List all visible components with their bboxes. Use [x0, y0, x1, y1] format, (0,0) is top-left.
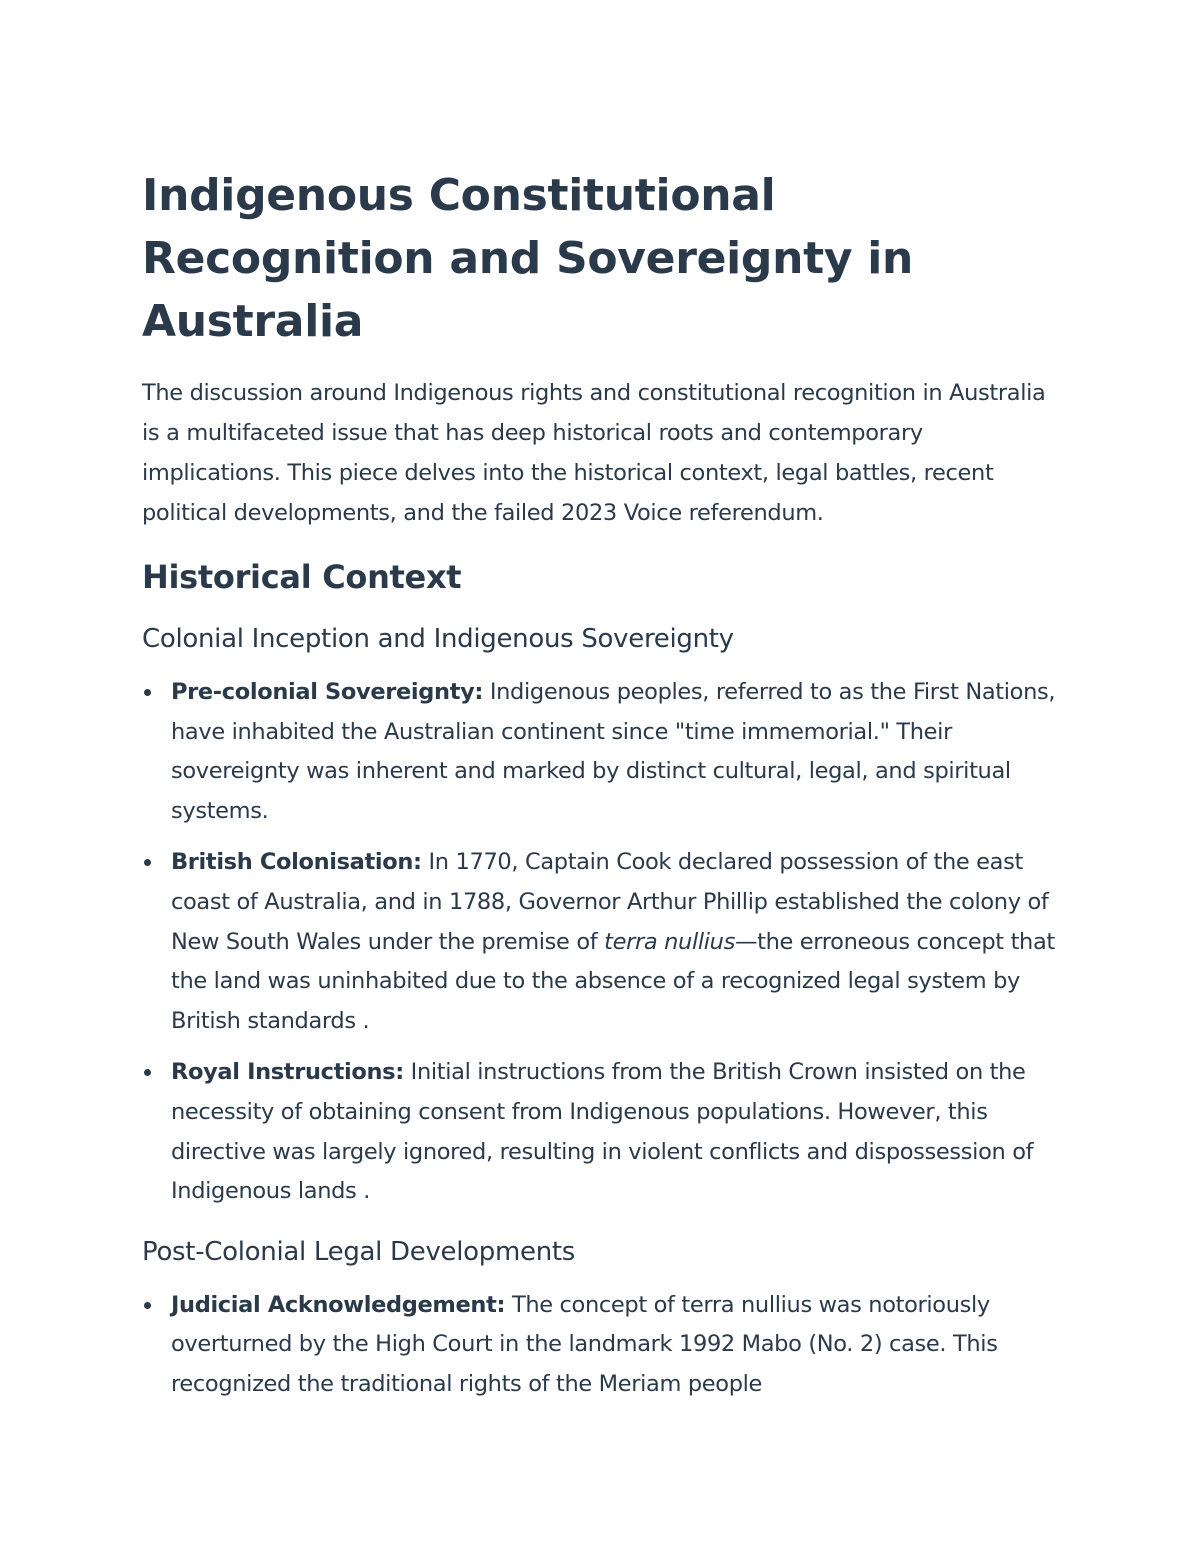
- document-page: [142, 164, 1062, 1417]
- section-heading-historical-context: Historical Context: [142, 558, 462, 596]
- bullet-icon: [144, 859, 151, 866]
- list-item-text-after: —the erroneous concept that the land was uninhabited due to the absence of a recognized legal system by British standards .: [171, 928, 1055, 1034]
- list-item-lead: Royal Instructions:: [171, 1059, 404, 1086]
- list-item-text: Initial instructions from the British Crown insisted on the necessity of obtaining consent from Indigenous populations. However, this directive was largely ignored, resulting in violent conflicts and dispossession of Indigenous lands .: [171, 1059, 1034, 1205]
- list-item-emphasis: terra nullius: [604, 928, 735, 955]
- list-item-lead: Pre-colonial Sovereignty:: [171, 679, 484, 705]
- list-item: [142, 1053, 1062, 1211]
- bullet-icon: [144, 689, 151, 696]
- subsection-heading-colonial-inception: Colonial Inception and Indigenous Sovereignty: [142, 624, 734, 654]
- bullet-icon: [144, 1069, 151, 1076]
- list-item-lead: British Colonisation:: [171, 849, 422, 876]
- list-item-lead: Judicial Acknowledgement:: [171, 1291, 506, 1318]
- list-item: [142, 1286, 1062, 1405]
- list-item-text: In 1770, Captain Cook declared possession of the east coast of Australia, and in 1788, Governor Arthur Phillip established the colony of New South Wales under the premise of: [171, 849, 1049, 955]
- bullet-icon: [144, 1302, 151, 1309]
- list-item: [142, 673, 1062, 831]
- list-item: [142, 843, 1062, 1041]
- list-item-text: The concept of terra nullius was notoriously overturned by the High Court in the landmark 1992 Mabo (No. 2) case. This recognized the traditional rights of the Meriam people: [171, 1291, 998, 1397]
- intro-paragraph: The discussion around Indigenous rights and constitutional recognition in Australia is a multifaceted issue that has deep historical roots and contemporary implications. This piece delves into the historical context, legal battles, recent political developments, and the failed 2023 Voice referendum.: [142, 380, 1046, 526]
- list-item-text: Indigenous peoples, referred to as the First Nations, have inhabited the Australian continent since "time immemorial." Their sovereignty was inherent and marked by distinct cultural, legal, and spiritual systems.: [171, 679, 1056, 824]
- subsection-heading-post-colonial: Post-Colonial Legal Developments: [142, 1236, 576, 1267]
- colonial-inception-list: [142, 673, 1062, 1212]
- post-colonial-list: [142, 1286, 1062, 1405]
- document-title: Indigenous Constitutional Recognition and Sovereignty in Australia: [142, 170, 914, 347]
